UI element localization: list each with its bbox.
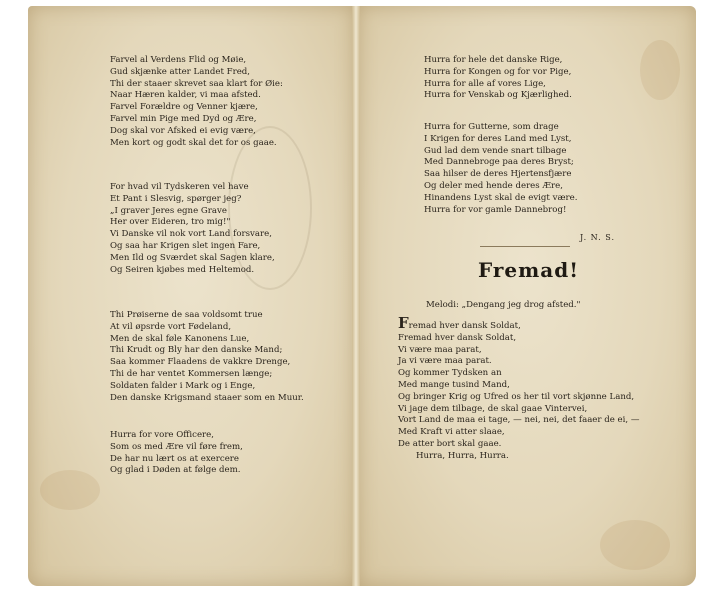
verse-line: Vort Land de maa ei tage, — nei, nei, det faaer de ei, —	[398, 415, 640, 426]
left-stanza-3	[110, 310, 304, 404]
verse-line: Dog skal vor Afsked ei evig være,	[110, 125, 256, 136]
verse-line: Men de skal føle Kanonens Lue,	[110, 333, 250, 344]
verse-line: Naar Hæren kalder, vi maa afsted.	[110, 90, 261, 101]
verse-line: Farvel Forældre og Venner kjære,	[110, 102, 258, 113]
verse-line: Hurra for Venskab og Kjærlighed.	[424, 90, 572, 101]
verse-line: For hvad vil Tydskeren vel have	[110, 182, 249, 192]
right-stanza-1	[424, 55, 572, 102]
verse-line-first-rest: remad hver dansk Soldat,	[408, 321, 521, 331]
verse-line: Hinandens Lyst skal de evigt være.	[424, 192, 578, 203]
verse-line: Med Kraft vi atter slaae,	[398, 427, 505, 438]
left-stanza-1	[110, 55, 283, 149]
verse-line: Og deler med hende deres Ære,	[424, 180, 563, 191]
song-title: Fremad!	[478, 258, 579, 282]
verse-line: Hurra for Gutterne, som drage	[424, 122, 559, 132]
verse-line: Gud lad dem vende snart tilbage	[424, 145, 567, 156]
verse-line: Hurra for vore Officere,	[110, 430, 214, 440]
left-stanza-2	[110, 182, 275, 276]
verse-line: Thi Krudt og Bly har den danske Mand;	[110, 345, 283, 356]
verse-line: Vi være maa parat,	[398, 344, 482, 355]
verse-line: Som os med Ære vil føre frem,	[110, 441, 243, 452]
verse-line: Hurra for hele det danske Rige,	[424, 55, 563, 65]
right-stanza-3	[398, 314, 640, 463]
verse-line: Gud skjænke atter Landet Fred,	[110, 66, 251, 77]
verse-line: Med Dannebroge paa deres Bryst;	[424, 157, 574, 168]
verse-line: Vi jage dem tilbage, de skal gaae Vintervei,	[398, 403, 588, 414]
verse-line: Med mange tusind Mand,	[398, 379, 510, 390]
melody-note: Melodi: „Dengang jeg drog afsted."	[426, 300, 581, 310]
verse-line: De atter bort skal gaae.	[398, 438, 502, 449]
verse-line: Hurra for alle af vores Lige,	[424, 78, 546, 89]
verse-line: De har nu lært os at exercere	[110, 453, 239, 464]
verse-line: Hurra for vor gamle Dannebrog!	[424, 204, 567, 215]
verse-line: Thi de har ventet Kommersen længe;	[110, 368, 273, 379]
verse-line: Ja vi være maa parat.	[398, 356, 492, 367]
verse-line: Vi Danske vil nok vort Land forsvare,	[110, 229, 272, 240]
verse-line: Og bringer Krig og Ufred os her til vort skjønne Land,	[398, 391, 635, 402]
verse-line: Soldaten falder i Mark og i Enge,	[110, 380, 256, 391]
stain	[600, 520, 670, 570]
verse-line: Og saa har Krigen slet ingen Fare,	[110, 240, 261, 251]
verse-line: Og Seiren kjøbes med Heltemod.	[110, 264, 255, 275]
verse-line: Her over Eideren, tro mig!"	[110, 217, 231, 228]
verse-line: Og kommer Tydsken an	[398, 368, 502, 379]
drop-cap: F	[398, 314, 409, 332]
verse-line: I Krigen for deres Land med Lyst,	[424, 133, 572, 144]
verse-line: Men kort og godt skal det for os gaae.	[110, 137, 277, 148]
verse-line: Hurra, Hurra, Hurra.	[416, 450, 509, 461]
left-stanza-4	[110, 430, 243, 477]
stain	[640, 40, 680, 100]
verse-line: Farvel min Pige med Dyd og Ære,	[110, 113, 257, 124]
verse-line: „I graver Jeres egne Grave	[110, 205, 227, 216]
verse-line: Et Pant i Slesvig, spørger jeg?	[110, 193, 242, 204]
verse-line: Og glad i Døden at følge dem.	[110, 465, 241, 476]
divider	[480, 246, 570, 247]
verse-line: Farvel al Verdens Flid og Møie,	[110, 55, 247, 65]
verse-line: Fremad hver dansk Soldat,	[398, 332, 517, 343]
verse-line: Men Ild og Sværdet skal Sagen klare,	[110, 252, 275, 263]
stain	[40, 470, 100, 510]
verse-line-first	[398, 314, 639, 333]
verse-line: Thi der staaer skrevet saa klart for Øie:	[110, 78, 283, 89]
verse-line: Saa kommer Flaadens de vakkre Drenge,	[110, 357, 291, 368]
verse-line: At vil øpsrde vort Fødeland,	[110, 321, 232, 332]
verse-line: Den danske Krigsmand staaer som en Muur.	[110, 392, 304, 403]
verse-line: Saa hilser de deres Hjertensfjære	[424, 169, 572, 180]
verse-line: Thi Prøiserne de saa voldsomt true	[110, 310, 263, 320]
verse-line: Hurra for Kongen og for vor Pige,	[424, 66, 572, 77]
right-stanza-2	[424, 122, 577, 216]
center-fold	[352, 6, 360, 586]
author-signature: J. N. S.	[580, 233, 615, 242]
